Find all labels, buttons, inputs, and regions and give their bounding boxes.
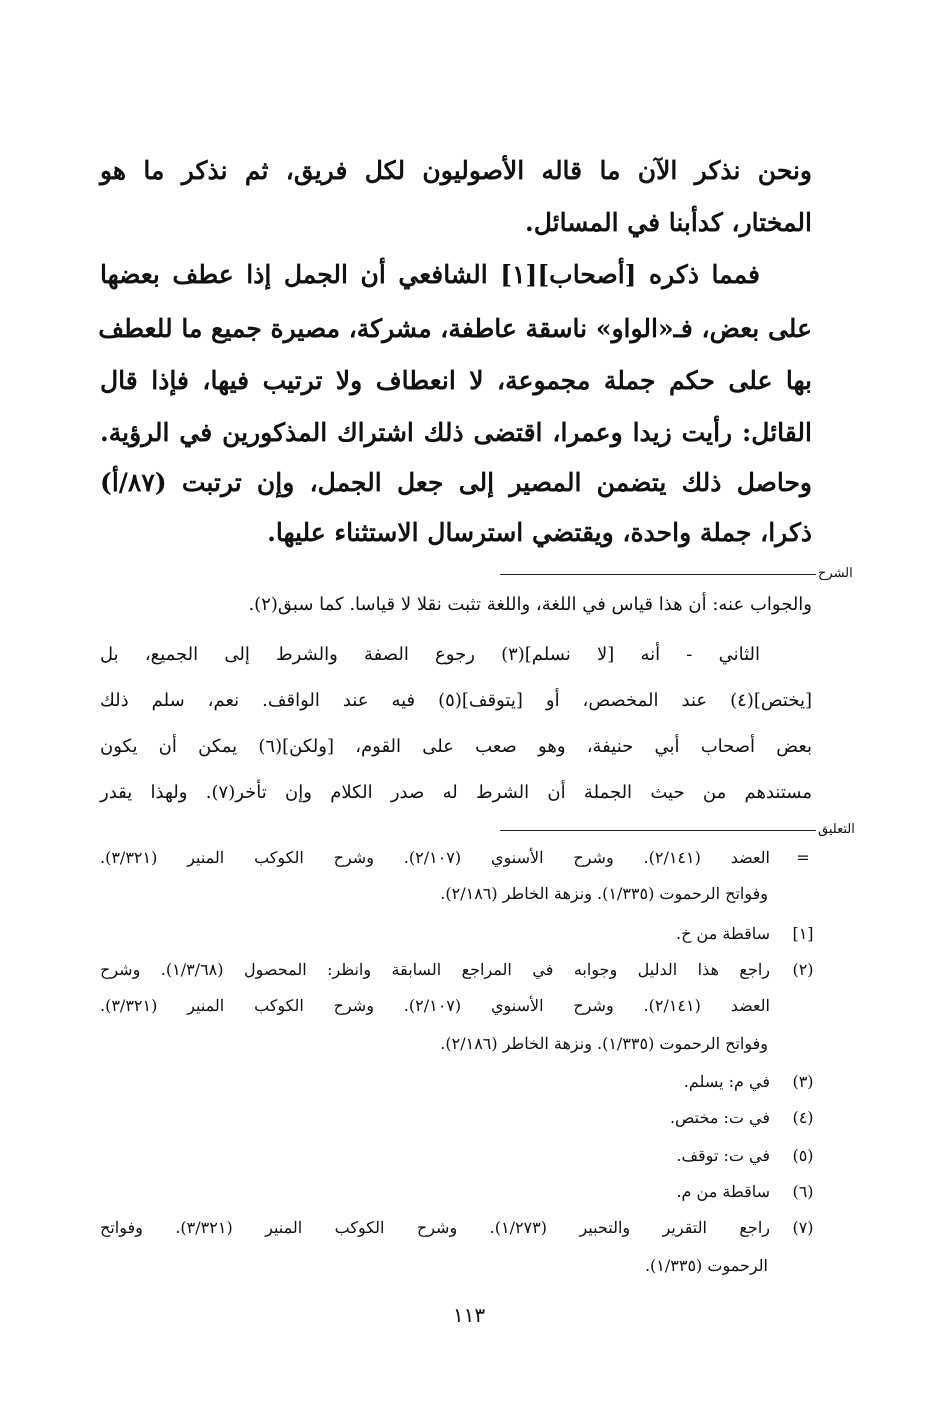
taaliq-label: التعليق (818, 822, 855, 837)
sharh-line: مستندهم من حيث الجملة أن الشرط له صدر الكلام وإن تأخر(٧). ولهذا يقدر (100, 782, 812, 803)
main-text-line: ونحن نذكر الآن ما قاله الأصوليون لكل فريق، ثم نذكر ما هو (100, 156, 812, 185)
main-text-line: بها على حكم جملة مجموعة، لا انعطاف ولا ترتيب فيها، فإذا قال (100, 366, 812, 395)
footnote-line: ساقطة من خ. (676, 924, 770, 943)
sharh-line: بعض أصحاب أبي حنيفة، وهو صعب على القوم، [ولكن](٦) يمكن أن يكون (100, 736, 813, 757)
sharh-line: والجواب عنه: أن هذا قياس في اللغة، واللغة تثبت نقلا لا قياسا. كما سبق(٢). (248, 594, 812, 615)
page-number: ١١٣ (452, 1303, 486, 1327)
footnote-number: [١] (792, 924, 814, 943)
main-text-line: فمما ذكره [أصحاب][١] الشافعي أن الجمل إذا عطف بعضها (100, 260, 760, 289)
main-text-line: ذكرا، جملة واحدة، ويقتضي استرسال الاستثناء عليها. (267, 518, 812, 547)
sharh-label: الشرح (818, 566, 853, 581)
footnote-line: راجع التقرير والتحبير (١/٢٧٣). وشرح الكوكب المنير (٣/٣٢١). وفواتح (100, 1218, 770, 1237)
main-text-line: على بعض، فـ«الواو» ناسقة عاطفة، مشركة، مصيرة جميع ما للعطف (98, 314, 812, 343)
sharh-line: الثاني - أنه [لا نسلم](٣) رجوع الصفة والشرط إلى الجميع، بل (100, 644, 760, 665)
footnote-line: في ت: توقف. (676, 1146, 770, 1165)
main-text-line: وحاصل ذلك يتضمن المصير إلى جعل الجمل، وإن ترتبت (٨٧/أ) (100, 468, 812, 497)
footnote-number: (٤) (792, 1108, 814, 1127)
footnote-line: في م: يسلم. (683, 1072, 770, 1091)
footnote-number: (٢) (792, 960, 814, 979)
sharh-line: [يختص](٤) عند المخصص، أو [يتوقف](٥) فيه عند الواقف. نعم، سلم ذلك (100, 690, 813, 711)
footnote-line: الرحموت (١/٣٣٥). (644, 1256, 768, 1275)
footnote-number: (٧) (792, 1218, 814, 1237)
footnote-number: (٦) (792, 1182, 814, 1201)
footnote-line: راجع هذا الدليل وجوابه في المراجع السابقة وانظر: المحصول (١/٣/٦٨). وشرح (100, 960, 770, 979)
footnote-line: العضد (٢/١٤١). وشرح الأسنوي (٢/١٠٧). وشرح الكوكب المنير (٣/٣٢١). (100, 848, 770, 867)
footnote-line: ساقطة من م. (676, 1182, 770, 1201)
footnote-number: (٥) (792, 1146, 814, 1165)
main-text-line: المختار، كدأبنا في المسائل. (525, 208, 812, 237)
main-text-line: القائل: رأيت زيدا وعمرا، اقتضى ذلك اشتراك المذكورين في الرؤية. (100, 418, 812, 447)
footnote-line: وفواتح الرحموت (١/٣٣٥). ونزهة الخاطر (٢/١٨٦). (440, 884, 768, 903)
footnote-line: وفواتح الرحموت (١/٣٣٥). ونزهة الخاطر (٢/١٨٦). (440, 1034, 768, 1053)
footnote-line: العضد (٢/١٤١). وشرح الأسنوي (٢/١٠٧). وشرح الكوكب المنير (٣/٣٢١). (100, 996, 770, 1015)
footnote-number: (٣) (792, 1072, 814, 1091)
continuation-marker: = (796, 848, 810, 867)
sharh-divider (500, 574, 816, 575)
taaliq-divider (500, 830, 816, 831)
footnote-line: في ت: مختص. (669, 1108, 770, 1127)
